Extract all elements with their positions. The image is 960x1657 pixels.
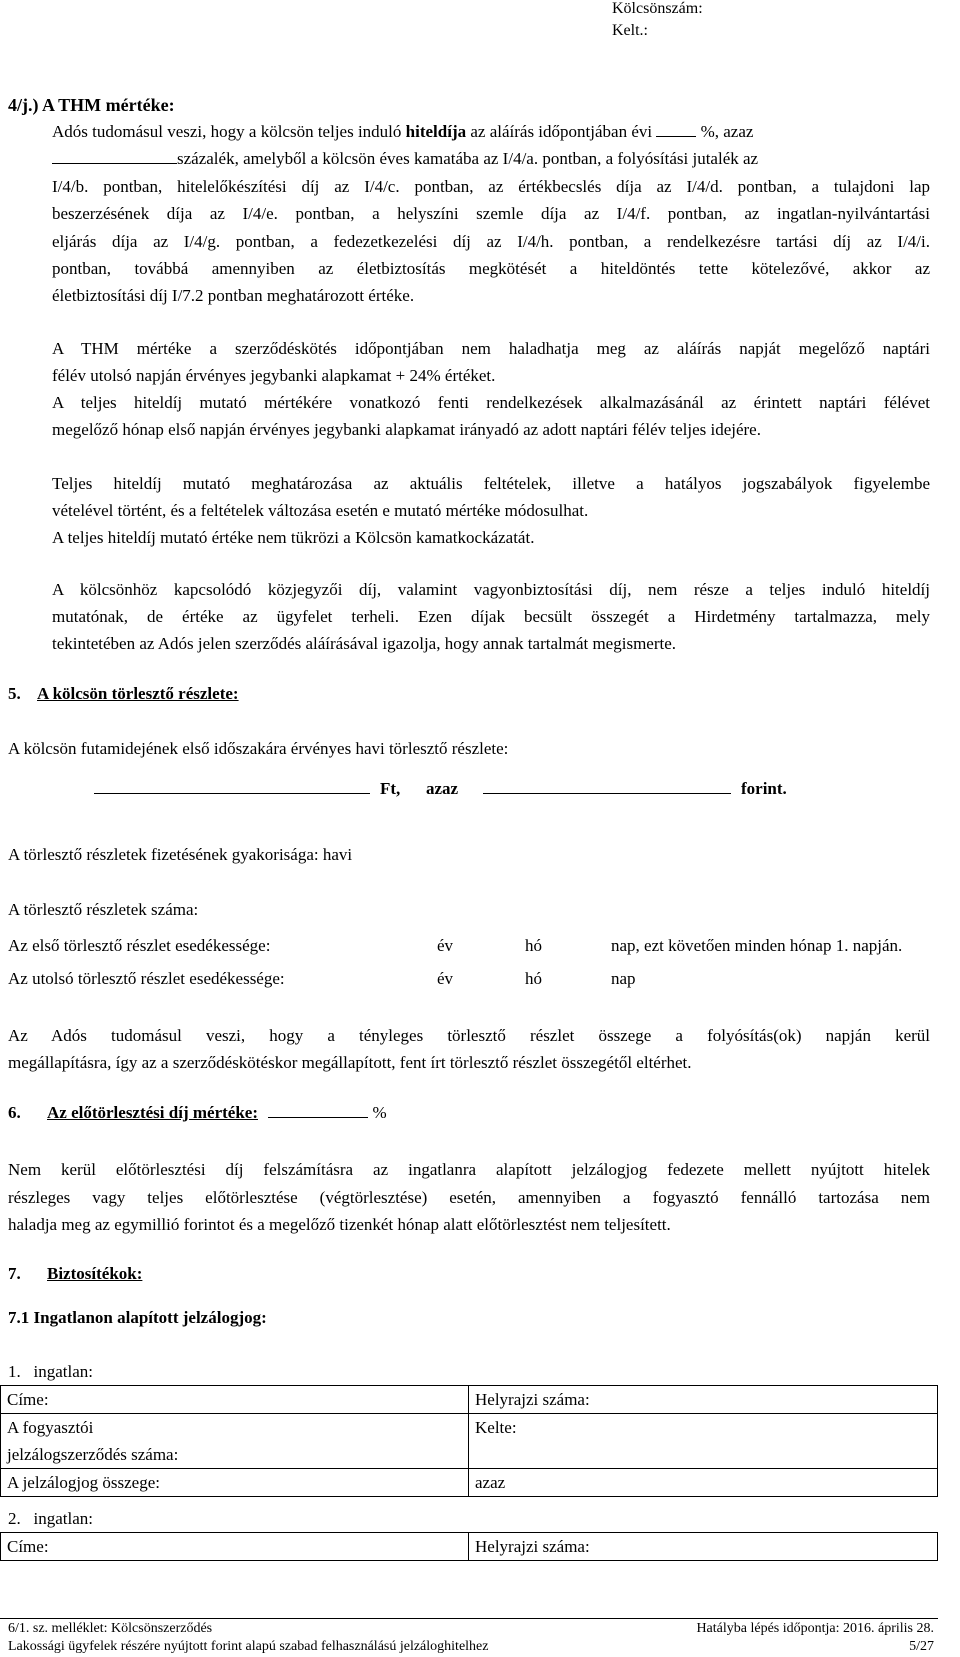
text-line: Adós tudomásul veszi, hogy a kölcsön teljes induló hiteldíja az aláírás időpontjában évi %, azaz — [52, 122, 754, 141]
lien-amount-words-cell: azaz — [469, 1469, 938, 1497]
footer-divider — [0, 1618, 938, 1619]
address-cell: Címe: — [1, 1386, 469, 1414]
effective-date: Hatályba lépés időpontja: 2016. április 28. — [696, 1621, 934, 1636]
contract-number-cell: A fogyasztói jelzálogszerződés száma: — [1, 1414, 469, 1469]
section-title: Az előtörlesztési díj mértéke: — [47, 1103, 258, 1122]
installment-count: A törlesztő részletek száma: — [8, 900, 199, 919]
first-due-day: nap, ezt követően minden hónap 1. napján. — [611, 936, 903, 955]
thm-percent-blank — [656, 122, 696, 137]
section-5-heading — [8, 684, 239, 704]
section-number: 5. — [8, 684, 21, 703]
azaz-label: azaz — [426, 779, 459, 798]
table-row — [1, 1469, 938, 1497]
installment-note: Az Adós tudomásul veszi, hogy a tényleges törlesztő részlet összege a folyósítás(ok) napján kerül megállapításra, így az a szerződéskötéskor megállapított, fent írt törlesztő részlet összegétől eltérhet. — [8, 1026, 930, 1072]
section-7-heading — [8, 1264, 142, 1284]
property-1-label: 1. ingatlan: — [8, 1362, 93, 1381]
first-due-label: Az első törlesztő részlet esedékessége: — [8, 936, 271, 955]
percent-sign: % — [372, 1103, 387, 1122]
footer-right — [696, 1620, 934, 1656]
section-4j-paragraph-4: A kölcsönhöz kapcsolódó közjegyzői díj, valamint vagyonbiztosítási díj, nem része a teljes induló hiteldíj mutatónak, de értéke az ügyfelet terheli. Ezen díjak becsült összegét a Hirdetmény tartalmazza, mely tekintetében az Adós jelen szerződés aláírásával igazolja, hogy annak tartalmát megismerte. — [52, 580, 930, 653]
section-6-paragraph: Nem kerül előtörlesztési díj felszámításra az ingatlanra alapított jelzálogjog fedezete mellett nyújtott hitelek részleges vagy teljes előtörlesztése (végtörlesztése) esetén, amennyiben a fogyasztó fennálló tartozása nem haladja meg az egymillió forintot és a megelőző tizenkét hónap alatt előtörlesztést nem teljesített. — [8, 1160, 930, 1234]
section-number: 6. — [8, 1103, 21, 1122]
table-row — [1, 1414, 938, 1469]
parcel-number-cell: Helyrajzi száma: — [469, 1533, 938, 1561]
table-row — [1, 1533, 938, 1561]
address-cell: Címe: — [1, 1533, 469, 1561]
ft-label: Ft, — [380, 779, 401, 798]
text-line: százalék, amelyből a kölcsön éves kamatába az I/4/a. pontban, a folyósítási jutalék az — [52, 145, 930, 172]
section-4j-paragraph-1 — [52, 118, 930, 310]
first-due-month: hó — [525, 936, 542, 955]
amount-words-blank — [483, 793, 731, 794]
text-line: pontban, továbbá amennyiben az életbiztosítás megkötését a hiteldöntés tette kötelezővé, akkor az — [52, 259, 930, 279]
section-7-1-title: 7.1 Ingatlanon alapított jelzálogjog: — [8, 1308, 267, 1327]
text-line: I/4/b. pontban, hitelelőkészítési díj az I/4/c. pontban, az értékbecslés díja az I/4/d. pontban, a tulajdoni lap — [52, 176, 930, 196]
section-number: 7. — [8, 1264, 21, 1283]
section-4j-paragraph-2: A THM mértéke a szerződéskötés időpontjában nem haladhatja meg az aláírás napját megelőző naptári félév utolsó napján érvényes jegybanki alapkamat + 24% értéket. A teljes hiteldíj mutató mértékére vonatkozó fenti rendelkezések alkalmazásánál az érintett naptári félévet megelőző hónap első napján érvényes jegybanki alapkamat irányadó az adott naptári félév teljes idejére. — [52, 339, 930, 439]
property-2-label: 2. ingatlan: — [8, 1509, 93, 1528]
header — [612, 0, 703, 42]
text-line: életbiztosítási díj I/7.2 pontban meghatározott értéke. — [52, 286, 415, 306]
forint-label: forint. — [741, 779, 787, 798]
property-1-table — [0, 1385, 938, 1497]
text-line: eljárás díja az I/4/g. pontban, a fedezetkezelési díj az I/4/h. pontban, a rendelkezésre tartási díj az I/4/i. — [52, 231, 930, 251]
section-6-heading — [8, 1103, 387, 1123]
footer-left: 6/1. sz. melléklet: Kölcsönszerződés Lakossági ügyfelek részére nyújtott forint alapú szabad felhasználású jelzáloghitelhez — [8, 1621, 489, 1654]
section-title: A kölcsön törlesztő részlete: — [37, 684, 239, 703]
loan-number-label: Kölcsönszám: — [612, 0, 703, 17]
parcel-number-cell: Helyrajzi száma: — [469, 1386, 938, 1414]
lien-amount-cell: A jelzálogjog összege: — [1, 1469, 469, 1497]
issue-date-label: Kelt.: — [612, 22, 648, 39]
first-due-year: év — [437, 936, 454, 955]
last-due-label: Az utolsó törlesztő részlet esedékessége: — [8, 969, 285, 988]
payment-frequency: A törlesztő részletek fizetésének gyakorisága: havi — [8, 845, 353, 864]
contract-date-cell: Kelte: — [469, 1414, 938, 1469]
section-title: Biztosítékok: — [47, 1264, 143, 1283]
amount-blank — [94, 793, 370, 794]
property-2-table — [0, 1532, 938, 1561]
page-number: 5/27 — [909, 1639, 934, 1654]
section-4j-title: 4/j.) A THM mértéke: — [8, 95, 175, 115]
section-4j-paragraph-3: Teljes hiteldíj mutató meghatározása az aktuális feltételek, illetve a hatályos jogszabályok figyelembe vételével történt, és a feltételek változása esetén e mutató mértéke módosulhat. A teljes hiteldíj mutató értéke nem tükrözi a Kölcsön kamatkockázatát. — [52, 474, 930, 547]
last-due-month: hó — [525, 969, 542, 988]
prepayment-fee-blank — [268, 1103, 368, 1118]
text-line: beszerzésének díja az I/4/e. pontban, a helyszíni szemle díja az I/4/f. pontban, az ingatlan-nyilvántartási — [52, 204, 930, 224]
last-due-day: nap — [611, 969, 636, 988]
last-due-year: év — [437, 969, 454, 988]
thm-words-blank — [52, 149, 177, 164]
first-period-installment: A kölcsön futamidejének első időszakára érvényes havi törlesztő részlete: — [8, 739, 509, 758]
table-row — [1, 1386, 938, 1414]
